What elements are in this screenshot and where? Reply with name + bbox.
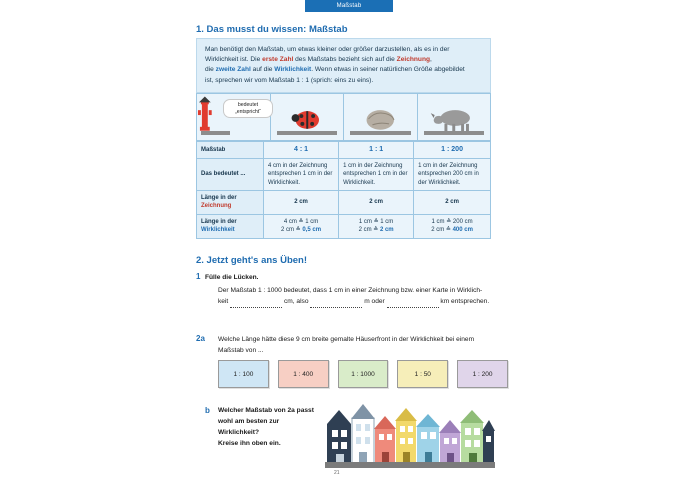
intro-zweite-zahl: zweite Zahl: [215, 66, 251, 74]
table-row-laenge-zeichnung: [197, 190, 491, 214]
intro-zeichnung: Zeichnung: [396, 56, 431, 64]
scale-card-1-200[interactable]: 1 : 200: [457, 360, 508, 388]
house-4: [395, 408, 417, 466]
ground-bar: [201, 131, 230, 135]
exercise-1-line-2a: keit: [218, 298, 229, 306]
exercise-2b-line-3: Wirklichkeit?: [218, 428, 259, 436]
picture-cell-stone: [344, 94, 418, 140]
reality-0: 4 cm ≙ 1 cm 2 cm ≙ 0,5 cm: [264, 214, 339, 238]
scale-value-2: 1 : 200: [414, 142, 491, 159]
means-2: 1 cm in der Zeichnung entsprechen 200 cm in der Wirklichkeit.: [414, 158, 491, 190]
exercise-2a-line-1: Welche Länge hätte diese 9 cm breite gemalte Häuserfront in der Wirklichkeit bei einem: [218, 336, 475, 343]
intro-line-2a: Wirklichkeit ist. Die: [205, 56, 263, 64]
intro-erste-zahl: erste Zahl: [262, 56, 294, 64]
exercise-1-line-1: Der Maßstab 1 : 1000 bedeutet, dass 1 cm in einer Zeichnung bzw. einer Karte in Wirklich-: [218, 287, 483, 294]
scale-card-1-1000[interactable]: 1 : 1000: [338, 360, 389, 388]
blank-cm[interactable]: [230, 296, 282, 308]
intro-line-2c: des Maßstabs bezieht sich auf die: [293, 56, 397, 64]
picture-cell-ladybug: [271, 94, 345, 140]
intro-line-3a: die: [205, 66, 216, 74]
exercise-1-title: Fülle die Lücken.: [205, 274, 259, 281]
drawing-length-0: 2 cm: [264, 190, 339, 214]
house-7: [460, 410, 484, 466]
scale-value-0: 4 : 1: [264, 142, 339, 159]
house-1: [327, 410, 351, 466]
intro-line-3e: . Wenn etwas in seiner natürlichen Größe abgebildet: [311, 66, 465, 74]
intro-wirklichkeit: Wirklichkeit: [274, 66, 312, 74]
intro-line-2e: ,: [430, 56, 432, 64]
exercise-2a-number: 2a: [196, 334, 205, 343]
picture-cell-rhino: [418, 94, 491, 140]
reality-1: 1 cm ≙ 1 cm 2 cm ≙ 2 cm: [339, 214, 414, 238]
drawing-length-2: 2 cm: [414, 190, 491, 214]
table-row-bedeutet: [197, 158, 491, 190]
exercise-2b-body: [218, 406, 318, 450]
exercise-1-line-2c: m oder: [364, 298, 385, 306]
exercise-2b-line-1: Welcher Maßstab von 2a passt: [218, 407, 314, 414]
page-number: 21: [334, 470, 340, 476]
house-3: [374, 416, 396, 466]
means-0: 4 cm in der Zeichnung entsprechen 1 cm in der Wirklichkeit.: [264, 158, 339, 190]
house-front-illustration: [325, 398, 495, 466]
row-label-massstab: Maßstab: [197, 142, 264, 159]
reality-2: 1 cm ≙ 200 cm 2 cm ≙ 400 cm: [414, 214, 491, 238]
exercise-2a-body: [218, 334, 493, 356]
table-row-laenge-wirklichkeit: [197, 214, 491, 238]
exercise-2b-number: b: [205, 406, 210, 415]
exercise-2b-line-4: Kreise ihn oben ein.: [218, 439, 281, 447]
picture-cell-hydrant: [197, 94, 271, 140]
exercise-1-body: [218, 285, 493, 308]
bubble-bedeutet-entspricht: bedeutet „entspricht“: [223, 99, 273, 118]
street-bar: [325, 462, 495, 468]
section-1-title: 1. Das musst du wissen: Maßstab: [196, 24, 348, 35]
drawing-length-1: 2 cm: [339, 190, 414, 214]
house-5: [416, 414, 440, 466]
ground-bar: [350, 131, 411, 135]
ground-bar: [424, 131, 485, 135]
row-label-laenge-wirklichkeit: Länge in der Wirklichkeit: [197, 214, 264, 238]
scale-table: [196, 141, 491, 239]
intro-box: [196, 38, 491, 93]
table-row-massstab: [197, 142, 491, 159]
scale-card-1-100[interactable]: 1 : 100: [218, 360, 269, 388]
header-tab: [305, 0, 393, 12]
row-label-laenge-zeichnung: Länge in der Zeichnung: [197, 190, 264, 214]
scale-card-list: [218, 360, 508, 390]
exercise-2b-line-2: wohl am besten zur: [218, 417, 280, 425]
picture-strip: [196, 93, 491, 141]
row-label-bedeutet: Das bedeutet ...: [197, 158, 264, 190]
scale-card-1-400[interactable]: 1 : 400: [278, 360, 329, 388]
means-1: 1 cm in der Zeichnung entsprechen 1 cm in der Wirklichkeit.: [339, 158, 414, 190]
blank-km[interactable]: [387, 296, 439, 308]
exercise-1-line-2b: cm, also: [283, 298, 309, 306]
scale-card-1-50[interactable]: 1 : 50: [397, 360, 448, 388]
house-2: [351, 404, 375, 466]
intro-line-3c: auf die: [250, 66, 275, 74]
scale-value-1: 1 : 1: [339, 142, 414, 159]
exercise-2a-line-2: Maßstab von ...: [218, 347, 264, 355]
header-tab-label: Maßstab: [336, 3, 362, 9]
intro-line-4: ist, sprechen wir vom Maßstab 1 : 1 (sprich: eins zu eins).: [205, 76, 374, 84]
ground-bar: [277, 131, 338, 135]
exercise-1-number: 1: [196, 272, 201, 281]
section-2-title: 2. Jetzt geht's ans Üben!: [196, 255, 308, 266]
house-6: [439, 420, 461, 466]
intro-line-1: Man benötigt den Maßstab, um etwas kleiner oder größer darzustellen, als es in der: [205, 46, 450, 53]
house-8: [482, 420, 495, 466]
blank-m[interactable]: [310, 296, 362, 308]
exercise-1-line-2d: km entsprechen.: [440, 298, 490, 306]
